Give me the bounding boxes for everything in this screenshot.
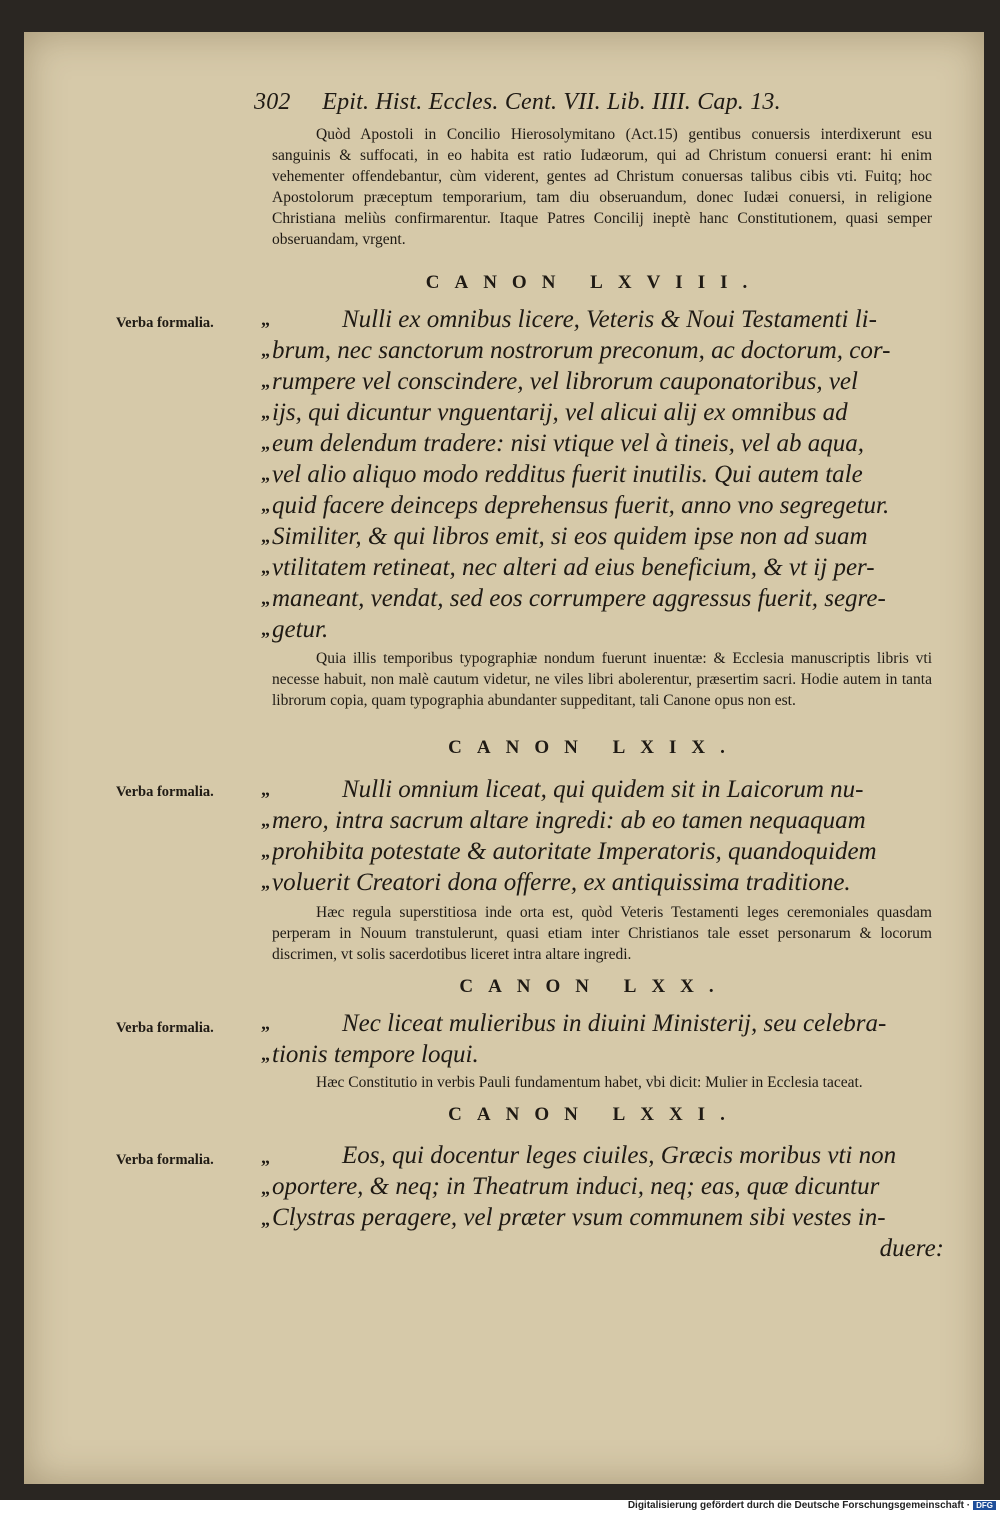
quote-marks-canon-68: „ „ „ „ „ „ „ „ „ „ „ [261, 309, 270, 639]
dfg-logo-icon: DFG [973, 1501, 996, 1510]
verse-line: Nulli ex omnibus licere, Veteris & Noui Testamenti li- [342, 306, 877, 333]
intro-paragraph: Quòd Apostoli in Concilio Hierosolymitano (Act.15) gentibus conuersis interdixerunt esu sanguinis & suffocati, in eo habita est ratio Iudæorum, qui ad Christum conuersi erant: hi enim vehementer offendebantur, cùm viderent, gentes ad Christum conuersas talibus cibis vti. Fuitq; hoc Apostolorum præceptum temporarium, tam diu obseruandum, donec Iudæi conuersi, in religione Christiana meliùs confirmarentur. Itaque Patres Concilij ineptè hanc Constitutionem, quasi semper obseruandam, vrgent. [272, 126, 932, 248]
verse-line: Clystras peragere, vel præter vsum communem sibi vestes in- [272, 1204, 886, 1231]
verse-line: ijs, qui dicuntur vnguentarij, vel alicui alij ex omnibus ad [272, 399, 848, 426]
book-page [24, 32, 984, 1484]
canon-69-comment: Hæc regula superstitiosa inde orta est, quòd Veteris Testamenti leges ceremoniales quasdam perperam in Nouum transtulerunt, quasi etiam inter Christianos tale esset personarum & locorum discrimen, vt solis sacerdotibus liceret intra altare ingredi. [272, 904, 932, 963]
canon-68-comment: Quia illis temporibus typographiæ nondum fuerunt inuentæ: & Ecclesia manuscriptis libris vti necesse habuit, non malè cautum videtur, ne viles libri abolerentur, præsertim sacri. Hodie autem in tanta librorum copia, quam typographia abundanter suppeditant, tali Canone opus non est. [272, 650, 932, 709]
running-header [254, 89, 814, 116]
credit-text: Digitalisierung gefördert durch die Deutsche Forschungsgemeinschaft · [627, 1500, 971, 1511]
verse-line: maneant, vendat, sed eos corrumpere aggressus fuerit, segre- [272, 585, 886, 612]
verse-line: Similiter, & qui libros emit, si eos quidem ipse non ad suam [272, 523, 868, 550]
canon-69-text [272, 774, 944, 898]
canon-70-title: CANON LXX. [459, 976, 729, 997]
verse-line: Nec liceat mulieribus in diuini Ministerij, seu celebra- [342, 1010, 887, 1037]
digitization-credit [560, 1500, 996, 1514]
quote-marks-canon-71: „ „ „ [261, 1147, 270, 1229]
canon-70-comment: Hæc Constitutio in verbis Pauli fundamentum habet, vbi dicit: Mulier in Ecclesia taceat. [316, 1074, 863, 1091]
verse-line: prohibita potestate & autoritate Imperatoris, quandoquidem [272, 838, 877, 865]
verse-line: eum delendum tradere: nisi vtique vel à tineis, vel ab aqua, [272, 430, 864, 457]
verse-line: brum, nec sanctorum nostrorum preconum, ac doctorum, cor- [272, 337, 891, 364]
verse-line: mero, intra sacrum altare ingredi: ab eo tamen nequaquam [272, 807, 866, 834]
canon-71-title: CANON LXXI. [448, 1104, 740, 1125]
page-number: 302 [254, 89, 291, 115]
margin-note-canon-70: Verba formalia. [116, 1020, 214, 1036]
canon-69-title: CANON LXIX. [448, 737, 740, 758]
verse-line: quid facere deinceps deprehensus fuerit, anno vno segregetur. [272, 492, 890, 519]
margin-note-canon-71: Verba formalia. [116, 1152, 214, 1168]
canon-70-text [272, 1008, 944, 1070]
verse-line: getur. [272, 616, 329, 643]
canon-68-title: CANON LXVIII. [425, 272, 763, 293]
quote-marks-canon-70: „ „ [261, 1013, 270, 1064]
verse-line: voluerit Creatori dona offerre, ex antiquissima traditione. [272, 869, 851, 896]
margin-note-canon-69: Verba formalia. [116, 784, 214, 800]
verse-line: Nulli omnium liceat, qui quidem sit in Laicorum nu- [342, 776, 864, 803]
verse-line: vel alio aliquo modo redditus fuerit inutilis. Qui autem tale [272, 461, 863, 488]
running-title: Epit. Hist. Eccles. Cent. VII. Lib. IIII. Cap. 13. [322, 89, 781, 115]
verse-line: vtilitatem retineat, nec alteri ad eius beneficium, & vt ij per- [272, 554, 875, 581]
margin-note-canon-68: Verba formalia. [116, 315, 214, 331]
verse-line: Eos, qui docentur leges ciuiles, Græcis moribus vti non [342, 1142, 897, 1169]
quote-marks-canon-69: „ „ „ „ [261, 779, 270, 892]
canon-68-text [272, 304, 944, 645]
verse-line: rumpere vel conscindere, vel librorum cauponatoribus, vel [272, 368, 858, 395]
catchword: duere: [879, 1235, 944, 1262]
verse-line: oportere, & neq; in Theatrum induci, neq; eas, quæ dicuntur [272, 1173, 880, 1200]
canon-71-text [272, 1140, 944, 1264]
verse-line: tionis tempore loqui. [272, 1041, 479, 1068]
